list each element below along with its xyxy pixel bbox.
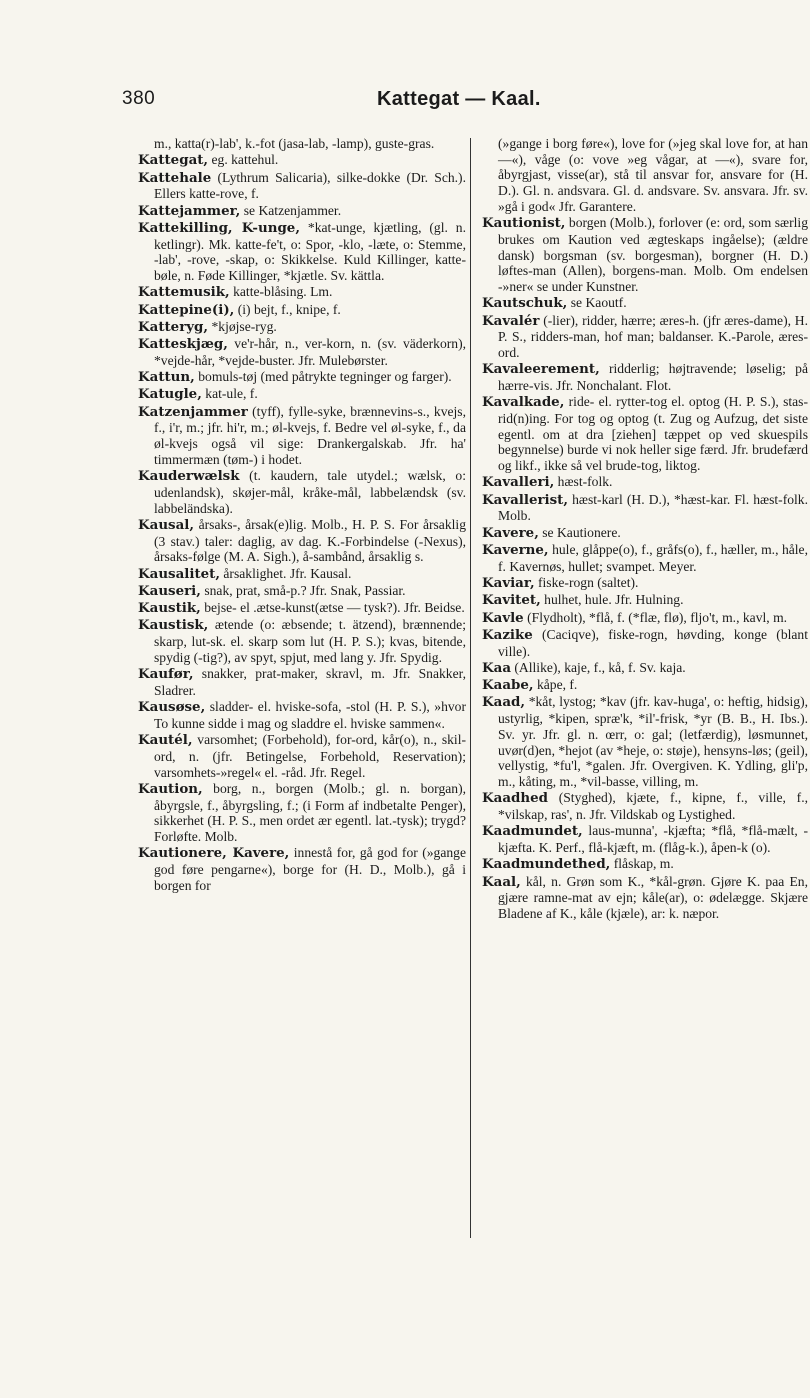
entry-definition: borgen (Molb.), forlover (e: ord, som særlig brukes om Kaution ved ægteskaps ingåelse); (ældre dansk) borgsman (sv. borgesman), borgner (H. D.) løftes-man (Allen), borgens-man. Molb. Om endelsen -»ner« se under Kunstner. bbox=[498, 215, 808, 294]
entry-definition: (i) bejt, f., knipe, f. bbox=[234, 301, 341, 317]
entry-definition: kåpe, f. bbox=[533, 677, 578, 693]
left-column bbox=[138, 136, 466, 894]
entry-headword: Kauseri, bbox=[138, 582, 201, 599]
entry-headword: Kavalleri, bbox=[482, 474, 555, 491]
entry-headword: Kavaleerement, bbox=[482, 361, 600, 378]
dictionary-entry bbox=[482, 823, 808, 855]
entry-headword: Kaa bbox=[482, 659, 511, 676]
entry-headword: Kautschuk, bbox=[482, 295, 568, 312]
dictionary-entry bbox=[138, 220, 466, 284]
entry-headword: Kattemusik, bbox=[138, 284, 230, 301]
entry-definition: borg, n., borgen (Molb.; gl. n. borgan), åbyrgsle, f., åbyrgsling, f.; (i Form af indbetalte Penger), sikkerhet (H. P. S., men ordet ær egentl. lat.-tysk); trygd? Forløfte. Molb. bbox=[154, 780, 466, 844]
entry-definition: sladder- el. hviske-sofa, -stol (H. P. S.), »hvor To kunne sidde i mag og sladdre el. hviske sammen«. bbox=[154, 699, 466, 731]
dictionary-entry bbox=[138, 386, 466, 403]
entry-definition: katte-blåsing. Lm. bbox=[229, 284, 333, 300]
dictionary-entry bbox=[138, 845, 466, 893]
dictionary-entry bbox=[482, 790, 808, 822]
entry-definition: bomuls-tøj (med påtrykte tegninger og farger). bbox=[194, 369, 452, 385]
entry-headword: Kausøse, bbox=[138, 699, 206, 716]
entry-headword: Kattejammer, bbox=[138, 202, 241, 219]
entry-headword: Kauderwælsk bbox=[138, 468, 240, 485]
entry-headword: Katteryg, bbox=[138, 318, 209, 335]
entry-definition: *kjøjse-ryg. bbox=[208, 318, 277, 334]
entry-headword: Kavalkade, bbox=[482, 394, 565, 411]
entry-headword: Kavere, bbox=[482, 524, 539, 541]
dictionary-entry bbox=[138, 284, 466, 301]
entry-definition: se Kaoutf. bbox=[567, 295, 627, 311]
dictionary-entry bbox=[482, 694, 808, 789]
entry-definition: flåskap, m. bbox=[610, 856, 674, 872]
entry-definition: se Katzenjammer. bbox=[240, 202, 342, 218]
entry-definition: (Lythrum Salicaria), silke-dokke (Dr. Sch.). Ellers katte-rove, f. bbox=[154, 169, 466, 202]
entry-definition: hæst-karl (H. D.), *hæst-kar. Fl. hæst-folk. Molb. bbox=[498, 491, 808, 524]
entry-definition: hule, glåppe(o), f., gråfs(o), f., hæller, m., håle, f. Kavernøs, hullet; svampet. Meyer. bbox=[498, 541, 808, 574]
entry-headword: Kaviar, bbox=[482, 574, 535, 591]
entry-headword: Kaadhed bbox=[482, 790, 548, 807]
entry-definition: (Caciqve), fiske-rogn, høvding, konge (blant ville). bbox=[498, 626, 808, 659]
entry-definition: (t. kaudern, tale utydel.; wælsk, o: udenlandsk), skøjer-mål, kråke-mål, labbelændsk (sv. labbeländska). bbox=[154, 468, 466, 516]
dictionary-entry bbox=[138, 732, 466, 780]
entry-definition: kat-ule, f. bbox=[201, 386, 258, 402]
entry-headword: Kausal, bbox=[138, 516, 195, 533]
right-column bbox=[482, 136, 808, 922]
entry-headword: Kaution, bbox=[138, 780, 203, 797]
entry-definition: (-lier), ridder, hærre; æres-h. (jfr æres-dame), H. P. S., ridders-man, hof man; baldanser. K.-Parole, æres-ord. bbox=[498, 312, 808, 360]
dictionary-entry bbox=[138, 302, 466, 319]
running-head: Kattegat — Kaal. bbox=[377, 88, 541, 110]
entry-definition: kål, n. Grøn som K., *kål-grøn. Gjøre K. paa En, gjære ramne-mat av ejn; kåle(ar), o: ødelægge. Skjære Bladene af K., kåle (kjæle), ar: k. næpor. bbox=[498, 873, 808, 921]
dictionary-entry bbox=[482, 874, 808, 922]
dictionary-entry bbox=[482, 610, 808, 627]
entry-definition: snak, prat, små-p.? Jfr. Snak, Passiar. bbox=[200, 582, 406, 598]
dictionary-entry bbox=[138, 583, 466, 600]
dictionary-entry bbox=[138, 600, 466, 617]
entry-headword: Kattekilling, K-unge, bbox=[138, 219, 300, 236]
entry-headword: Katugle, bbox=[138, 386, 202, 403]
dictionary-entry bbox=[138, 336, 466, 368]
entry-headword: Kavallerist, bbox=[482, 491, 568, 508]
dictionary-entry bbox=[138, 369, 466, 386]
entry-headword: Kattehale bbox=[138, 169, 212, 186]
entry-definition: ve'r-hår, n., ver-korn, n. (sv. väderkorn), *vejde-hår, *vejde-buster. Jfr. Mulebørster. bbox=[154, 336, 466, 368]
entry-definition: *kat-unge, kjætling, (gl. n. ketlingr). Mk. katte-fe't, o: Spor, -klo, -læte, o: Stemme, -lab', -rove, -skap, o: Skikkelse. Kuld Killinger, katte-bøle, n. Føde Killinger, *kjætle. Sv. kättla. bbox=[154, 219, 466, 283]
dictionary-entry bbox=[138, 404, 466, 468]
entry-headword: Kattegat, bbox=[138, 152, 209, 169]
entry-headword: Kaad, bbox=[482, 694, 526, 711]
entry-definition: innestå for, gå god for (»gange god føre pengarne«), borge for (H. D., Molb.), gå i borgen for bbox=[154, 845, 467, 893]
entry-definition: hulhet, hule. Jfr. Hulning. bbox=[540, 592, 684, 608]
column-divider bbox=[470, 138, 471, 1238]
entry-headword: Kattepine(i), bbox=[138, 301, 235, 318]
dictionary-entry bbox=[482, 856, 808, 873]
entry-headword: Kaustisk, bbox=[138, 617, 209, 634]
entry-definition: hæst-folk. bbox=[554, 474, 613, 490]
dictionary-entry bbox=[138, 170, 466, 202]
dictionary-entry bbox=[138, 517, 466, 565]
entry-headword: Katteskjæg, bbox=[138, 336, 228, 353]
entry-definition: se Kautionere. bbox=[538, 524, 621, 540]
entry-headword: Kaabe, bbox=[482, 677, 534, 694]
entry-headword: Kautionere, Kavere, bbox=[138, 845, 290, 862]
entry-headword: Kautél, bbox=[138, 732, 193, 749]
dictionary-entry bbox=[138, 617, 466, 665]
entry-headword: Kazike bbox=[482, 626, 533, 643]
entry-headword: Kaadmundethed, bbox=[482, 856, 611, 873]
entry-headword: Kaufør, bbox=[138, 666, 194, 683]
entry-definition: varsomhet; (Forbehold), for-ord, kår(o), n., skil-ord, n. (jfr. Betingelse, Forbehold, Reservation); varsomhets-»regel« el. -råd. Jfr. Regel. bbox=[154, 732, 466, 780]
dictionary-entry bbox=[138, 468, 466, 516]
dictionary-entry bbox=[138, 136, 466, 152]
dictionary-entry bbox=[482, 361, 808, 393]
entry-definition: (tyff), fylle-syke, brænnevins-s., kvejs, f., i'r, m.; jfr. hi'r, m.; øl-kvejs, f. Bedre vel øl-syke, f., da øl-kvejs også vil sige: Drankergalskab. Jfr. ha' timmermæn (tøm-) i hodet. bbox=[154, 403, 466, 467]
entry-headword: Katzenjammer bbox=[138, 403, 248, 420]
entry-headword: Kaverne, bbox=[482, 541, 549, 558]
entry-headword: Kaustik, bbox=[138, 600, 201, 617]
entry-definition: (»gange i borg føre«), love for (»jeg skal love for, at han —«), våge (o: vove »eg vågar, at —«), svare for, åbyrgjast, visse(ar), stå til ansvar for, ansvare for (H. D.). Gl. n. andsvara. Gl. d. andsvare. Sv. ansvara. Jfr. sv. »gå i god« Jfr. Garantere. bbox=[498, 136, 808, 214]
dictionary-entry bbox=[482, 542, 808, 574]
dictionary-entry bbox=[482, 215, 808, 295]
entry-definition: m., katta(r)-lab', k.-fot (jasa-lab, -lamp), guste-gras. bbox=[154, 136, 435, 151]
dictionary-entry bbox=[482, 525, 808, 542]
entry-headword: Kattun, bbox=[138, 369, 195, 386]
entry-definition: ride- el. rytter-tog el. optog (H. P. S.), stas-rid(n)ing. For tog og optog (t. Zug og Aufzug, det siste egentl. om at dra [ziehen] tæppet op ved skuespils begynnelse) burde vi nok heller sige færd. Jfr. brudefærd og likf., ikke så vel brude-tog, liktog. bbox=[498, 394, 808, 474]
entry-headword: Kavalér bbox=[482, 312, 540, 329]
dictionary-entry bbox=[482, 474, 808, 491]
entry-definition: (Styghed), kjæte, f., kipne, f., ville, f., *vilskap, ras', n. Jfr. Vildskab og Lystighed. bbox=[498, 790, 808, 822]
entry-definition: eg. kattehul. bbox=[208, 152, 279, 168]
dictionary-entry bbox=[138, 781, 466, 845]
dictionary-entry bbox=[482, 394, 808, 474]
dictionary-entry bbox=[138, 699, 466, 731]
dictionary-entry bbox=[482, 295, 808, 312]
entry-definition: (Allike), kaje, f., kå, f. Sv. kaja. bbox=[511, 659, 686, 675]
dictionary-entry bbox=[138, 666, 466, 698]
entry-definition: (Flydholt), *flå, f. (*flæ, flø), fljo't, m., kavl, m. bbox=[523, 609, 788, 625]
entry-definition: årsaklighet. Jfr. Kausal. bbox=[220, 565, 352, 581]
entry-definition: bejse- el .ætse-kunst(ætse — tysk?). Jfr. Beidse. bbox=[200, 600, 465, 616]
entry-headword: Kavle bbox=[482, 609, 524, 626]
entry-definition: ridderlig; højtravende; løselig; på hærre-vis. Jfr. Nonchalant. Flot. bbox=[498, 361, 808, 393]
entry-headword: Kaadmundet, bbox=[482, 823, 583, 840]
entry-definition: *kåt, lystog; *kav (jfr. kav-huga', o: heftig, hidsig), ustyrlig, *kipen, spræ'k, *il'-frisk, *yr (B. B., H. Ibs.). Sv. yr. Jfr. gl. n. œrr, o: gal; (letfærdig), løsmunnet, uvør(d)en, *hejot (av *heje, o: støje), hensyns-løs; (geil), vellystig, *fu'l, *galen. Jfr. Overgiven. K. Ydling, gli'p, m., kåting, m., *vil-basse, villing, m. bbox=[498, 694, 808, 789]
dictionary-entry bbox=[138, 319, 466, 336]
entry-definition: årsaks-, årsak(e)lig. Molb., H. P. S. For årsaklig (3 stav.) taler: daglig, av dag. K.-Forbindelse (-Nexus), årsaks-følge (M. A. Sigh.), å-sambånd, årsaklig s. bbox=[154, 516, 466, 565]
dictionary-entry bbox=[482, 492, 808, 524]
entry-headword: Kautionist, bbox=[482, 215, 566, 232]
entry-headword: Kaal, bbox=[482, 873, 521, 890]
dictionary-entry bbox=[138, 203, 466, 220]
dictionary-entry bbox=[482, 660, 808, 677]
dictionary-entry bbox=[482, 627, 808, 659]
entry-headword: Kausalitet, bbox=[138, 565, 220, 582]
dictionary-entry bbox=[138, 152, 466, 169]
entry-headword: Kavitet, bbox=[482, 592, 541, 609]
dictionary-entry bbox=[482, 313, 808, 361]
entry-definition: ætende (o: æbsende; t. ätzend), brænnende; skarp, lut-sk. el. skarp som lut (H. P. S.); kvas, bitende, spydig (-tig?), av spyt, spjut, med lang y. Jfr. Spydig. bbox=[154, 617, 466, 665]
dictionary-entry bbox=[138, 566, 466, 583]
dictionary-entry bbox=[482, 592, 808, 609]
page-number: 380 bbox=[122, 88, 156, 109]
entry-definition: snakker, prat-maker, skravl, m. Jfr. Snakker, Sladrer. bbox=[154, 666, 466, 698]
dictionary-entry bbox=[482, 136, 808, 215]
entry-definition: laus-munna', -kjæfta; *flå, *flå-mælt, -kjæfta. K. Perf., flå-kjæft, m. (flåg-k.), åpen-k (o). bbox=[498, 823, 808, 855]
dictionary-entry bbox=[482, 677, 808, 694]
dictionary-entry bbox=[482, 575, 808, 592]
page-header bbox=[122, 88, 762, 118]
entry-definition: fiske-rogn (saltet). bbox=[534, 574, 639, 590]
